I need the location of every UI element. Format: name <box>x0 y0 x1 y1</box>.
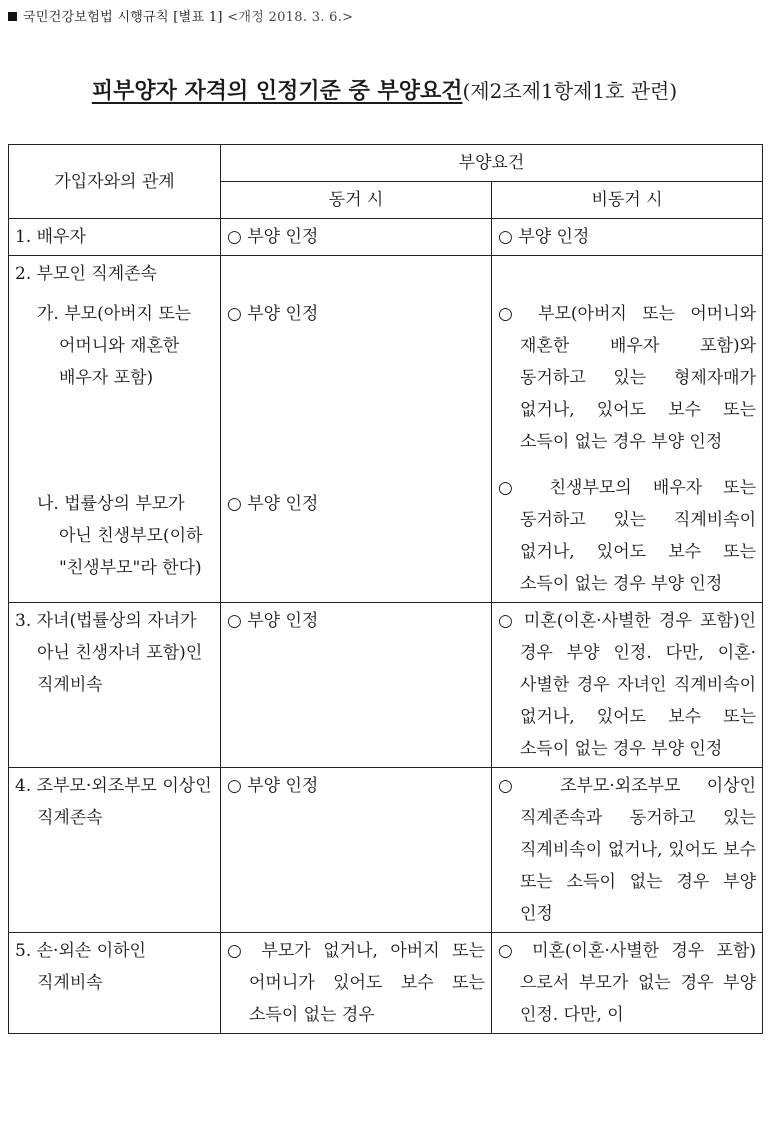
document-title <box>0 74 769 105</box>
relation-cell: 3. 자녀(법률상의 자녀가 아닌 친생자녀 포함)인 직계비속 <box>9 603 221 768</box>
cohab-cell: ○ 부양 인정 <box>221 219 492 256</box>
noncohab-cell: ○ 부모(아버지 또는 어머니와 재혼한 배우자 포함)와 동거하고 있는 형제자매가 없거나, 있어도 보수 또는 소득이 없는 경우 부양 인정 ○ 친생부모의 배우자 또는 동거하고 있는 직계비속이 없거나, 있어도 보수 또는 소득이 없는 경우 부양 인정 <box>492 256 763 603</box>
noncohab-cell: ○ 부양 인정 <box>492 219 763 256</box>
noncohab-cell: ○ 조부모·외조부모 이상인 직계존속과 동거하고 있는 직계비속이 없거나, 있어도 보수 또는 소득이 없는 경우 부양 인정 <box>492 768 763 933</box>
cohab-cell: ○ 부모가 없거나, 아버지 또는 어머니가 있어도 보수 또는 소득이 없는 경우 <box>221 933 492 1034</box>
header-relation: 가입자와의 관계 <box>9 145 221 219</box>
cohab-cell: ○ 부양 인정 <box>221 768 492 933</box>
relation-cell: 1. 배우자 <box>9 219 221 256</box>
header-support: 부양요건 <box>221 145 763 182</box>
relation-cell: 4. 조부모·외조부모 이상인 직계존속 <box>9 768 221 933</box>
header-noncohab: 비동거 시 <box>492 182 763 219</box>
table-row <box>9 603 763 768</box>
noncohab-cell: ○ 미혼(이혼·사별한 경우 포함)인 경우 부양 인정. 다만, 이혼·사별한 경우 자녀인 직계비속이 없거나, 있어도 보수 또는 소득이 없는 경우 부양 인정 <box>492 603 763 768</box>
document-title-sub: (제2조제1항제1호 관련) <box>462 79 678 103</box>
table-header-row <box>9 145 763 182</box>
noncohab-cell: ○ 미혼(이혼·사별한 경우 포함)으로서 부모가 없는 경우 부양 인정. 다만, 이 <box>492 933 763 1034</box>
header-cohab: 동거 시 <box>221 182 492 219</box>
sub-item-b: 나. 법률상의 부모가 아닌 친생부모(이하 "친생부모"라 한다) <box>37 494 203 578</box>
table-row <box>9 768 763 933</box>
header-line <box>8 6 353 25</box>
table-row <box>9 933 763 1034</box>
relation-cell: 2. 부모인 직계존속 가. 부모(아버지 또는 어머니와 재혼한 배우자 포함) 나. 법률상의 부모가 아닌 친생부모(이하 "친생부모"라 한다) <box>9 256 221 603</box>
table-row <box>9 219 763 256</box>
cohab-cell: ○ 부양 인정 <box>221 603 492 768</box>
sub-item-a: 가. 부모(아버지 또는 어머니와 재혼한 배우자 포함) <box>37 304 192 388</box>
support-requirements-table <box>8 144 763 1034</box>
amendment-note: <개정 2018. 3. 6.> <box>227 10 354 25</box>
cohab-cell: ○ 부양 인정 ○ 부양 인정 <box>221 256 492 603</box>
relation-cell: 5. 손·외손 이하인 직계비속 <box>9 933 221 1034</box>
square-bullet-icon <box>8 12 17 21</box>
document-title-main: 피부양자 자격의 인정기준 중 부양요건 <box>91 79 463 104</box>
table-row <box>9 256 763 603</box>
header-title: 국민건강보험법 시행규칙 [별표 1] <box>23 10 223 25</box>
